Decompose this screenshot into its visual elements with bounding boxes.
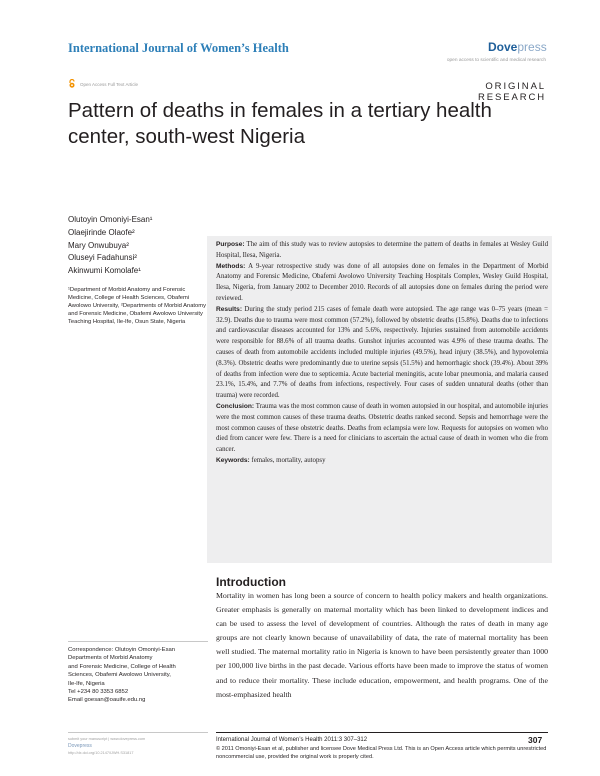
journal-title: International Journal of Women’s Health [68, 41, 289, 55]
article-type: ORIGINAL RESEARCH [478, 81, 546, 103]
introduction-text: Mortality in women has long been a source of concern to health policy makers and health organizations. Greater emphasis is generally on maternal mortality which has been linked to development indices and can be used to assess the level of development of countries. Although the rates of death in many age groups are not clearly known because of unavailability of data, the rate of maternal mortality has been well studied. The maternal mortality ratio in Nigeria is known to have been persistently greater than 1000 per 100,000 live births in the past decade. Various efforts have been made to improve the status of women and to reduce their mortality. These include education, empowerment, and health programs. One of the most-emphasized health [216, 591, 548, 699]
open-access-lock-icon [68, 79, 76, 88]
publisher-logo-dove: Dove [488, 40, 518, 54]
abstract-conclusion-label: Conclusion: [216, 402, 255, 410]
submit-manuscript-link[interactable]: submit your manuscript | www.dovepress.com [68, 737, 146, 741]
abstract-results [216, 305, 548, 402]
author-name: Oluseyi Fadahunsi² [68, 253, 137, 263]
footer-citation: International Journal of Women’s Health 2011:3 307–312 [216, 737, 368, 743]
page-number: 307 [528, 735, 543, 745]
correspondence-email[interactable]: Email goesan@oauife.edu.ng [68, 697, 146, 704]
author-name: Olaejirinde Olaofe² [68, 227, 135, 237]
abstract-conclusion-text: Trauma was the most common cause of death in women autopsied in our hospital, and automobile injuries were the most common causes of these trauma deaths. Obstetric deaths ranked second. Sepsis and hemorrhage were the most common causes of these obstetric deaths. Deaths from eclampsia were low. Requests for autopsies on women who died from cancer were few. There is a need for clinicians to ascertain the actual cause of death in women who die from cancer. [216, 402, 548, 454]
correspondence-line: and Forensic Medicine, College of Health [68, 663, 176, 670]
divider [216, 732, 548, 733]
abstract-methods-label: Methods: [216, 262, 246, 270]
author-name: Olutoyin Omoniyi-Esan¹ [68, 215, 153, 224]
abstract-purpose-label: Purpose: [216, 241, 245, 248]
abstract-purpose [216, 240, 548, 262]
correspondence-line: Correspondence: Olutoyin Omoniyi-Esan [68, 647, 176, 653]
publisher-logo-press: press [517, 40, 547, 54]
abstract-conclusion [216, 402, 548, 456]
abstract-keywords [216, 456, 548, 467]
publisher-tagline: open access to scientific and medical research [446, 58, 546, 63]
author-name: Mary Onwubuya² [68, 240, 129, 250]
author-name: Akinwumi Komolafe¹ [68, 266, 141, 276]
abstract-keywords-text: females, mortality, autopsy [249, 456, 326, 464]
divider [68, 732, 208, 733]
correspondence-line: Tel +234 80 3353 6852 [68, 689, 129, 696]
abstract-results-text: During the study period 215 cases of female death were autopsied. The age range was 0–75 years (mean = 32.9). Deaths due to trauma were most common (57.2%), followed by obstetric deaths (15.8%). Deaths due to infections and cardiovascular diseases accounted for 13% and 5.6%, respectively. Injuries sustained from automobile accidents were responsible for 88.6% of all trauma deaths. Gunshot injuries accounted was 4.9% of these trauma deaths. The causes of death from automobile accidents included multiple injuries (49.5%), head injury (38.5%), and hypovolemia (8.3%). Obstetric deaths were predominantly due to uterine sepsis (51.5%) and hemorrhagic shock (39.4%). About 39% of deaths from infection were due to septicemia. Acute bacterial meningitis, acute lobar pneumonia, and malaria caused 23.1%, 15.4%, and 7.7% of deaths from infections, respectively. Four cases of sudden unnatural deaths (other than trauma) were recorded. [216, 305, 548, 400]
article-title: Pattern of deaths in females in a tertiary health center, south-west Nigeria [68, 99, 492, 148]
abstract [216, 240, 548, 467]
publisher-logo [488, 40, 547, 54]
footer-left [68, 736, 208, 757]
footer-license: © 2011 Omoniyi-Esan et al, publisher and licensee Dove Medical Press Ltd. This is an Open Access article which permits unrestricted noncommercial use, provided the original work is properly cited. [216, 746, 547, 761]
divider [68, 641, 208, 642]
doi-link[interactable]: http://dx.doi.org/10.2147/IJWH.S31817 [68, 751, 134, 755]
correspondence-line: Sciences, Obafemi Awolowo University, [68, 672, 171, 679]
correspondence-line: Departments of Morbid Anatomy [68, 655, 153, 662]
abstract-purpose-text: The aim of this study was to review autopsies to determine the pattern of deaths in females at Wesley Guild Hospital, Ilesa, Nigeria. [216, 241, 548, 259]
open-access-label: Open Access Full Text Article [80, 82, 138, 87]
correspondence-line: Ile-Ife, Nigeria [68, 680, 105, 687]
author-list [68, 214, 208, 278]
author-affiliations: ¹Department of Morbid Anatomy and Forensic Medicine, College of Health Sciences, Obafemi Awolowo University, ²Departments of Morbid Anatomy and Forensic Medicine, Obafemi Awolowo University Teaching Hospital, Ile-Ife, Osun State, Nigeria [68, 287, 206, 325]
abstract-methods-text: A 9-year retrospective study was done of all autopsies done on females in the Department of Morbid Anatomy and Forensic Medicine, Obafemi Awolowo University Teaching Hospitals Complex, Wesley Guild Hospital, Ilesa, Nigeria, from January 2002 to December 2010. Records of all autopsies done on females during the period were reviewed. [216, 262, 548, 302]
footer-dovepress-logo: Dovepress [68, 743, 92, 749]
correspondence-block [68, 646, 208, 705]
abstract-keywords-label: Keywords: [216, 456, 250, 464]
introduction-heading: Introduction [216, 575, 286, 589]
abstract-methods [216, 262, 548, 305]
abstract-results-label: Results: [216, 305, 243, 313]
